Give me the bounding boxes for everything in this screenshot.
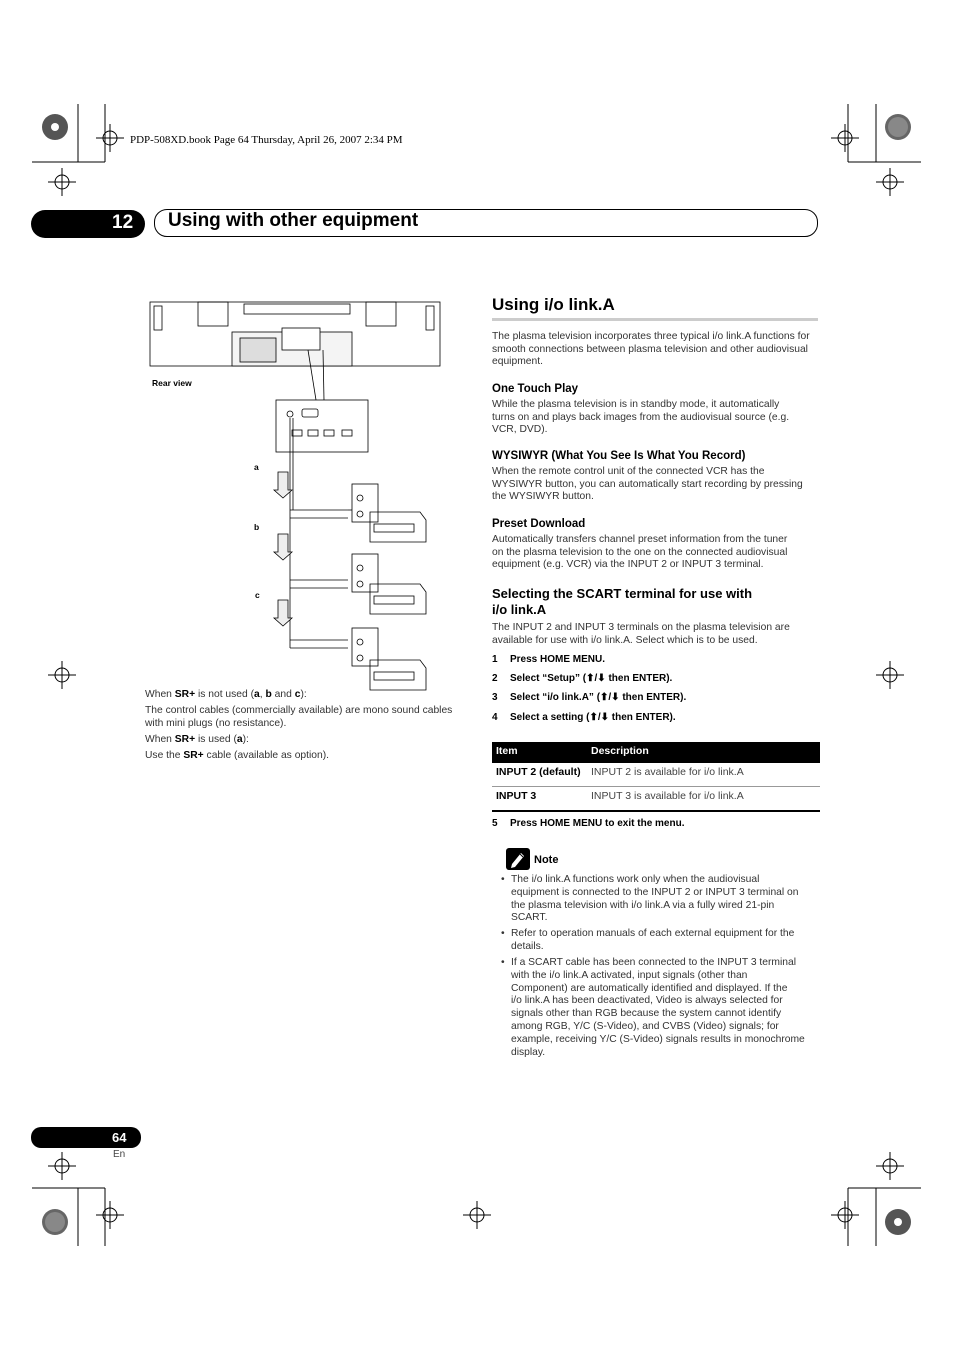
vcr-a [352,484,426,542]
table-row-item: INPUT 3 [496,790,537,802]
feature-text-preset-download: Automatically transfers channel preset information from the tuner on the plasma television to the one on the connected audiovisual equipment (e.g. VCR) via the INPUT 2 or INPUT 3 terminal. [492,534,788,571]
table-header-description: Description [591,745,649,757]
table-row-desc: INPUT 3 is available for i/o link.A [591,790,744,802]
table-row-item: INPUT 2 (default) [496,766,581,778]
feature-text-wysiwyr: When the remote control unit of the connected VCR has the WYSIWYR button, you can automatically start recording by pressing the WYSIWYR button. [492,466,803,503]
table-row-desc: INPUT 2 is available for i/o link.A [591,766,744,778]
scart-heading: Selecting the SCART terminal for use with i/o link.A [492,586,753,617]
note-label: Note [534,854,559,866]
control-cables-note: The control cables (commercially available) are mono sound cables with mini plugs (no resistance). [145,705,453,729]
note-icon [506,848,530,870]
label-b: b [254,522,260,532]
vcr-b [352,554,426,614]
feature-text-one-touch-play: While the plasma television is in standby mode, it automatically turns on and plays back images from the audiovisual source (e.g. VCR, DVD). [492,399,790,436]
section-title: Using i/o link.A [492,295,615,314]
section-rule [492,318,818,321]
settings-table-header [492,742,820,763]
feature-heading-preset-download: Preset Download [492,518,586,530]
note-item: • If a SCART cable has been connected to the INPUT 3 terminal with the i/o link.A activated, input signals (other than Component) are automatically identified and displayed. If the i/o link.A has been deactivated, Video is always selected for signals other than RGB because the system cannot identify among RGB, Y/C (S-Video), and CVBS (Video) signals; for example, receiving Y/C (S-Video) signals results in monochrome display. [501,957,805,1058]
step-3: 3 Select “i/o link.A” (⬆/⬇ then ENTER). [492,692,687,703]
sr-not-used-note: When SR+ is not used (a, b and c): [145,689,307,700]
feature-heading-one-touch-play: One Touch Play [492,383,579,395]
table-header-item: Item [496,745,518,757]
table-bottom-rule [492,810,820,812]
label-c: c [255,590,260,600]
step-1: 1 Press HOME MENU. [492,654,606,665]
note-item: • The i/o link.A functions work only when the audiovisual equipment is connected to the INPUT 2 or INPUT 3 terminal on the plasma television with i/o link.A via a fully wired 21-pin SCART. [501,874,799,924]
table-row-divider [492,786,820,787]
print-header: PDP-508XD.book Page 64 Thursday, April 26, 2007 2:34 PM [130,134,403,146]
step-4: 4 Select a setting (⬆/⬇ then ENTER). [492,712,676,723]
scart-intro: The INPUT 2 and INPUT 3 terminals on the plasma television are available for use with i/o link.A. Select which is to be used. [492,622,790,646]
sr-used-note: When SR+ is used (a): [145,734,249,745]
step-2: 2 Select “Setup” (⬆/⬇ then ENTER). [492,673,673,684]
chapter-number: 12 [112,212,134,233]
vcr-c [352,628,426,690]
chapter-title: Using with other equipment [168,210,419,231]
step-5: 5 Press HOME MENU to exit the menu. [492,818,685,829]
rear-view-label: Rear view [152,378,192,388]
page-number: 64 [112,1130,127,1145]
sr-cable-note: Use the SR+ cable (available as option). [145,750,330,761]
note-item: • Refer to operation manuals of each external equipment for the details. [501,928,795,952]
label-a: a [254,462,259,472]
connection-diagram [148,300,478,692]
intro-paragraph: The plasma television incorporates three typical i/o link.A functions for smooth connections between plasma television and other audiovisual equipment. [492,331,810,368]
page-language: En [113,1149,126,1160]
feature-heading-wysiwyr: WYSIWYR (What You See Is What You Record) [492,450,746,462]
